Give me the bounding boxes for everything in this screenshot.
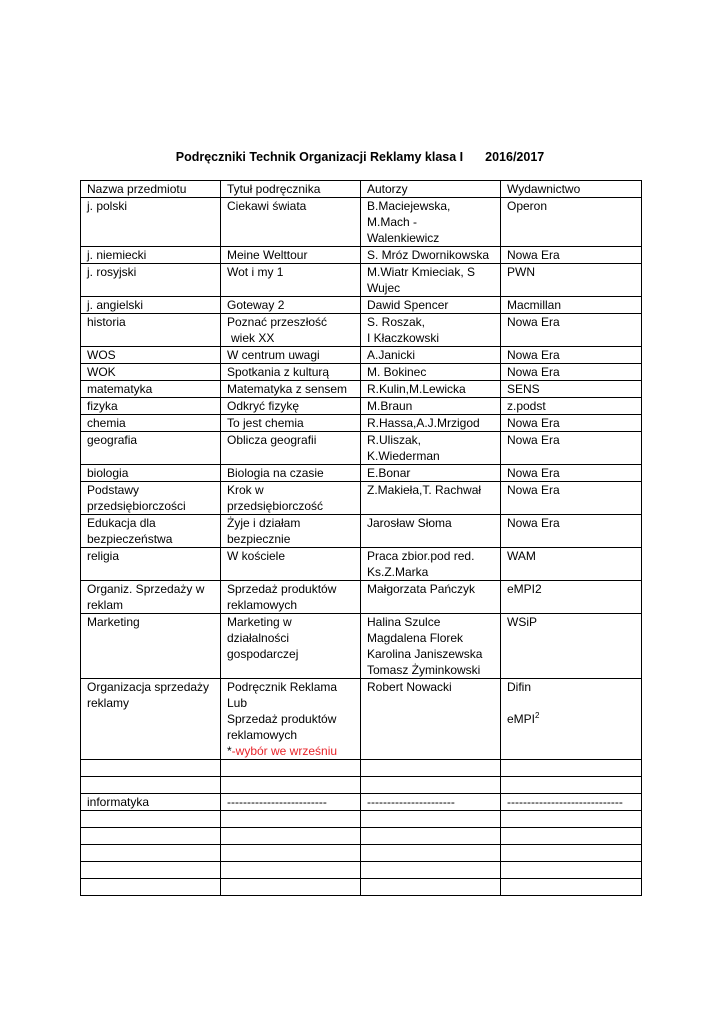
- publisher-alt: [507, 711, 635, 727]
- cell-book: [221, 515, 361, 548]
- cell-publisher: [501, 364, 642, 381]
- cell-line: B.Maciejewska,: [367, 199, 451, 213]
- cell-line: WSiP: [507, 615, 537, 629]
- table-row: [81, 264, 642, 297]
- cell-line: Odkryć fizykę: [227, 399, 300, 413]
- table-row: [81, 415, 642, 432]
- empty-cell: [221, 760, 361, 777]
- cell-publisher: [501, 247, 642, 264]
- cell-line: To jest chemia: [227, 416, 304, 430]
- cell-publisher: [501, 679, 642, 760]
- cell-subject: [81, 364, 221, 381]
- cell-line: Organizacja sprzedaży: [87, 680, 210, 694]
- cell-book: [221, 614, 361, 679]
- empty-cell: [81, 828, 221, 845]
- empty-cell: [361, 879, 501, 896]
- cell-publisher: [501, 482, 642, 515]
- cell-book: [221, 465, 361, 482]
- cell-line: M.Braun: [367, 399, 413, 413]
- empty-cell: [361, 828, 501, 845]
- cell-authors: [361, 381, 501, 398]
- cell-line: Wot i my 1: [227, 265, 284, 279]
- title-text: Podręczniki Technik Organizacji Reklamy klasa I: [175, 150, 464, 164]
- cell-line: WOS: [87, 348, 116, 362]
- cell-line: działalności: [227, 631, 290, 645]
- cell-line: Nowa Era: [507, 248, 560, 262]
- cell-line: Ciekawi świata: [227, 199, 307, 213]
- cell-authors: [361, 247, 501, 264]
- cell-book: [221, 794, 361, 811]
- school-year: 2016/2017: [485, 150, 545, 164]
- empty-cell: [501, 777, 642, 794]
- cell-line: Nowa Era: [507, 348, 560, 362]
- empty-row: [81, 828, 642, 845]
- cell-book: [221, 432, 361, 465]
- empty-row: [81, 879, 642, 896]
- table-row: [81, 548, 642, 581]
- table-row: [81, 581, 642, 614]
- cell-line: Organiz. Sprzedaży w: [87, 582, 205, 596]
- empty-row: [81, 777, 642, 794]
- cell-publisher: [501, 264, 642, 297]
- cell-line: eMPI2: [507, 582, 542, 596]
- cell-line: Tomasz Żyminkowski: [367, 663, 481, 677]
- cell-book: [221, 264, 361, 297]
- document-title: [80, 150, 640, 164]
- cell-line: Halina Szulce: [367, 615, 441, 629]
- table-row: [81, 247, 642, 264]
- cell-publisher: [501, 297, 642, 314]
- cell-line: M. Bokinec: [367, 365, 427, 379]
- cell-authors: [361, 581, 501, 614]
- cell-line: reklamowych: [227, 598, 298, 612]
- cell-line: R.Uliszak,: [367, 433, 422, 447]
- cell-subject: [81, 794, 221, 811]
- empty-cell: [501, 760, 642, 777]
- cell-authors: [361, 297, 501, 314]
- empty-cell: [221, 811, 361, 828]
- header-cell-authors: Autorzy: [361, 181, 501, 198]
- cell-publisher: [501, 581, 642, 614]
- cell-subject: [81, 198, 221, 247]
- note-star: *: [227, 744, 232, 758]
- empty-cell: [361, 777, 501, 794]
- cell-line: Robert Nowacki: [367, 680, 452, 694]
- cell-line: biologia: [87, 466, 129, 480]
- header-cell-subject: Nazwa przedmiotu: [81, 181, 221, 198]
- cell-line: M.Mach -: [367, 215, 418, 229]
- cell-line: Nowa Era: [507, 516, 560, 530]
- empty-cell: [221, 777, 361, 794]
- cell-line: S. Roszak,: [367, 315, 426, 329]
- cell-line: Macmillan: [507, 298, 562, 312]
- empty-cell: [361, 845, 501, 862]
- cell-authors: [361, 432, 501, 465]
- cell-subject: [81, 381, 221, 398]
- table-row: [81, 398, 642, 415]
- cell-line: WOK: [87, 365, 116, 379]
- cell-subject: [81, 415, 221, 432]
- cell-subject: [81, 432, 221, 465]
- cell-line: WAM: [507, 549, 536, 563]
- cell-line: matematyka: [87, 382, 153, 396]
- table-row: [81, 364, 642, 381]
- cell-publisher: [501, 381, 642, 398]
- header-cell-publisher: Wydawnictwo: [501, 181, 642, 198]
- empty-cell: [81, 811, 221, 828]
- cell-publisher: [501, 548, 642, 581]
- cell-line: przedsiębiorczość: [227, 499, 324, 513]
- cell-subject: [81, 581, 221, 614]
- note-red-text: -wybór we wrześniu: [231, 744, 338, 758]
- cell-line: j. niemiecki: [87, 248, 147, 262]
- empty-cell: [501, 811, 642, 828]
- cell-line: Sprzedaż produktów: [227, 712, 337, 726]
- cell-book: [221, 381, 361, 398]
- table-body: [81, 181, 642, 896]
- cell-line: A.Janicki: [367, 348, 416, 362]
- cell-book: [221, 415, 361, 432]
- cell-line: j. rosyjski: [87, 265, 137, 279]
- cell-subject: [81, 347, 221, 364]
- empty-row: [81, 862, 642, 879]
- table-row: [81, 432, 642, 465]
- cell-line: Podręcznik Reklama: [227, 680, 338, 694]
- cell-subject: [81, 398, 221, 415]
- cell-line: Walenkiewicz: [367, 231, 440, 245]
- empty-cell: [81, 845, 221, 862]
- cell-line: S. Mróz Dwornikowska: [367, 248, 490, 262]
- cell-line: Jarosław Słoma: [367, 516, 452, 530]
- cell-publisher: [501, 465, 642, 482]
- cell-book: [221, 198, 361, 247]
- cell-line: Poznać przeszłość: [227, 315, 328, 329]
- cell-book: [221, 482, 361, 515]
- cell-publisher: [501, 347, 642, 364]
- cell-line: j. angielski: [87, 298, 144, 312]
- cell-line: Nowa Era: [507, 365, 560, 379]
- cell-subject: [81, 465, 221, 482]
- table-row: [81, 465, 642, 482]
- cell-authors: [361, 679, 501, 760]
- cell-publisher: [501, 432, 642, 465]
- cell-line: Nowa Era: [507, 315, 560, 329]
- cell-authors: [361, 515, 501, 548]
- empty-cell: [501, 879, 642, 896]
- cell-line: Matematyka z sensem: [227, 382, 348, 396]
- cell-line: j. polski: [87, 199, 128, 213]
- table-row: [81, 347, 642, 364]
- cell-line: Karolina Janiszewska: [367, 647, 483, 661]
- cell-authors: [361, 364, 501, 381]
- cell-line: Praca zbior.pod red.: [367, 549, 475, 563]
- table-row: [81, 515, 642, 548]
- cell-subject: [81, 515, 221, 548]
- cell-publisher: [501, 314, 642, 347]
- cell-book: [221, 398, 361, 415]
- cell-line: Małgorzata Pańczyk: [367, 582, 476, 596]
- cell-authors: [361, 794, 501, 811]
- empty-cell: [361, 760, 501, 777]
- cell-line: Wujec: [367, 281, 401, 295]
- cell-publisher: [501, 794, 642, 811]
- cell-book: [221, 314, 361, 347]
- cell-subject: [81, 314, 221, 347]
- cell-authors: [361, 614, 501, 679]
- cell-authors: [361, 398, 501, 415]
- cell-line: Magdalena Florek: [367, 631, 464, 645]
- cell-line: Nowa Era: [507, 416, 560, 430]
- spacer: [507, 695, 635, 711]
- empty-cell: [81, 879, 221, 896]
- empty-cell: [221, 862, 361, 879]
- cell-line: Marketing: [87, 615, 140, 629]
- header-cell-book: Tytuł podręcznika: [221, 181, 361, 198]
- empty-cell: [221, 828, 361, 845]
- cell-publisher: [501, 614, 642, 679]
- empty-cell: [81, 760, 221, 777]
- cell-publisher: [501, 515, 642, 548]
- cell-line: religia: [87, 549, 120, 563]
- header-row: [81, 181, 642, 198]
- cell-authors: [361, 198, 501, 247]
- cell-line: SENS: [507, 382, 540, 396]
- cell-line: Edukacja dla: [87, 516, 156, 530]
- cell-book: [221, 297, 361, 314]
- publisher-alt-text: eMPI: [507, 712, 536, 726]
- cell-line: Oblicza geografii: [227, 433, 317, 447]
- cell-line: W centrum uwagi: [227, 348, 320, 362]
- table-row: [81, 198, 642, 247]
- empty-row: [81, 760, 642, 777]
- empty-row: [81, 811, 642, 828]
- cell-subject: [81, 297, 221, 314]
- cell-publisher: [501, 198, 642, 247]
- cell-subject: [81, 679, 221, 760]
- empty-cell: [221, 879, 361, 896]
- cell-line: bezpieczeństwa: [87, 532, 173, 546]
- cell-line: Podstawy: [87, 483, 140, 497]
- table-row: [81, 381, 642, 398]
- cell-line: W kościele: [227, 549, 286, 563]
- empty-cell: [501, 828, 642, 845]
- cell-publisher: [501, 415, 642, 432]
- cell-line: Sprzedaż produktów: [227, 582, 337, 596]
- cell-subject: [81, 614, 221, 679]
- textbook-table: [80, 180, 642, 896]
- publisher-alt-superscript: 2: [535, 711, 540, 720]
- table-row: [81, 482, 642, 515]
- cell-line: z.podst: [507, 399, 546, 413]
- table-row: [81, 297, 642, 314]
- cell-line: gospodarczej: [227, 647, 299, 661]
- cell-line: Z.Makieła,T. Rachwał: [367, 483, 482, 497]
- cell-subject: [81, 482, 221, 515]
- cell-line: Difin: [507, 680, 532, 694]
- cell-line: Goteway 2: [227, 298, 285, 312]
- cell-authors: [361, 465, 501, 482]
- cell-line: R.Kulin,M.Lewicka: [367, 382, 466, 396]
- cell-authors: [361, 415, 501, 432]
- cell-line: bezpiecznie: [227, 532, 291, 546]
- cell-line: historia: [87, 315, 126, 329]
- cell-line: K.Wiederman: [367, 449, 440, 463]
- cell-subject: [81, 548, 221, 581]
- cell-book: [221, 347, 361, 364]
- table-row-informatyka: [81, 794, 642, 811]
- cell-book: [221, 364, 361, 381]
- cell-line: reklamowych: [227, 728, 298, 742]
- cell-authors: [361, 482, 501, 515]
- cell-line: ----------------------: [367, 795, 455, 809]
- table-row: [81, 614, 642, 679]
- cell-subject: [81, 247, 221, 264]
- cell-line: Ks.Z.Marka: [367, 565, 429, 579]
- cell-publisher: [501, 398, 642, 415]
- cell-line: Meine Welttour: [227, 248, 308, 262]
- cell-line: Nowa Era: [507, 466, 560, 480]
- cell-line: przedsiębiorczości: [87, 499, 186, 513]
- cell-authors: [361, 314, 501, 347]
- cell-book: [221, 581, 361, 614]
- cell-line: reklam: [87, 598, 124, 612]
- empty-row: [81, 845, 642, 862]
- cell-line: R.Hassa,A.J.Mrzigod: [367, 416, 480, 430]
- empty-cell: [81, 777, 221, 794]
- cell-line: Operon: [507, 199, 548, 213]
- cell-line: fizyka: [87, 399, 118, 413]
- empty-cell: [501, 845, 642, 862]
- cell-line: Dawid Spencer: [367, 298, 449, 312]
- cell-line: Biologia na czasie: [227, 466, 324, 480]
- cell-book: [221, 548, 361, 581]
- cell-line: M.Wiatr Kmieciak, S: [367, 265, 476, 279]
- cell-book: [221, 247, 361, 264]
- cell-line: Żyje i działam: [227, 516, 301, 530]
- cell-line: Nowa Era: [507, 433, 560, 447]
- cell-line: Nowa Era: [507, 483, 560, 497]
- table-row: [81, 679, 642, 760]
- cell-line: informatyka: [87, 795, 150, 809]
- selection-note: [227, 743, 354, 759]
- cell-line: I Kłaczkowski: [367, 331, 440, 345]
- cell-authors: [361, 548, 501, 581]
- empty-cell: [361, 811, 501, 828]
- cell-subject: [81, 264, 221, 297]
- cell-line: -------------------------: [227, 795, 327, 809]
- cell-book: [221, 679, 361, 760]
- empty-cell: [221, 845, 361, 862]
- cell-line: E.Bonar: [367, 466, 411, 480]
- empty-cell: [81, 862, 221, 879]
- cell-line: PWN: [507, 265, 535, 279]
- empty-cell: [361, 862, 501, 879]
- cell-line: geografia: [87, 433, 138, 447]
- cell-line: chemia: [87, 416, 126, 430]
- cell-authors: [361, 347, 501, 364]
- cell-line: Krok w: [227, 483, 264, 497]
- empty-cell: [501, 862, 642, 879]
- cell-line: reklamy: [87, 696, 130, 710]
- cell-line: Lub: [227, 696, 248, 710]
- cell-line: Spotkania z kulturą: [227, 365, 330, 379]
- cell-line: wiek XX: [231, 331, 275, 345]
- cell-line: Marketing w: [227, 615, 292, 629]
- cell-authors: [361, 264, 501, 297]
- cell-line: -----------------------------: [507, 795, 623, 809]
- table-row: [81, 314, 642, 347]
